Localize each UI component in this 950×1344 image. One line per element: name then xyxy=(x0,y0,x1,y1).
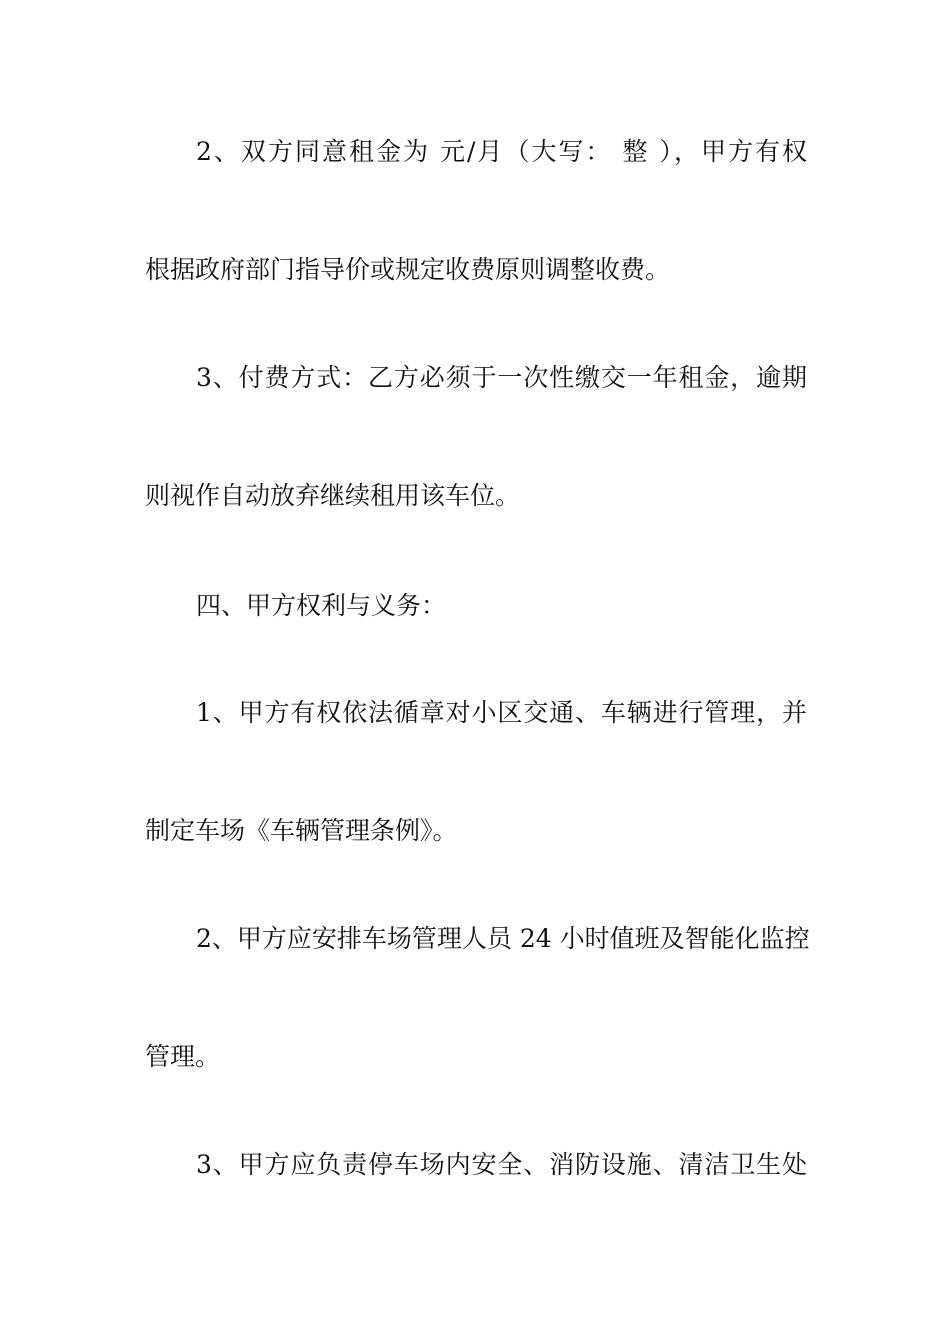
paragraph-line-rent-amount: 2、双方同意租金为 元/月（大写： 整 ），甲方有权 xyxy=(196,137,807,166)
paragraph-line-safety-facilities: 3、甲方应负责停车场内安全、消防设施、清洁卫生处 xyxy=(196,1150,807,1179)
section-heading-party-a-rights: 四、甲方权利与义务： xyxy=(196,591,447,620)
paragraph-line-vehicle-regulations: 制定车场《车辆管理条例》。 xyxy=(145,816,458,845)
paragraph-line-payment-overdue: 则视作自动放弃继续租用该车位。 xyxy=(145,481,521,510)
paragraph-line-staff-duty: 2、甲方应安排车场管理人员 24 小时值班及智能化监控 xyxy=(196,924,810,953)
paragraph-line-management: 管理。 xyxy=(145,1042,221,1071)
paragraph-line-rent-adjustment: 根据政府部门指导价或规定收费原则调整收费。 xyxy=(145,255,671,284)
paragraph-line-traffic-management: 1、甲方有权依法循章对小区交通、车辆进行管理，并 xyxy=(196,698,807,727)
paragraph-line-payment-method: 3、付费方式：乙方必须于一次性缴交一年租金，逾期 xyxy=(196,363,807,392)
